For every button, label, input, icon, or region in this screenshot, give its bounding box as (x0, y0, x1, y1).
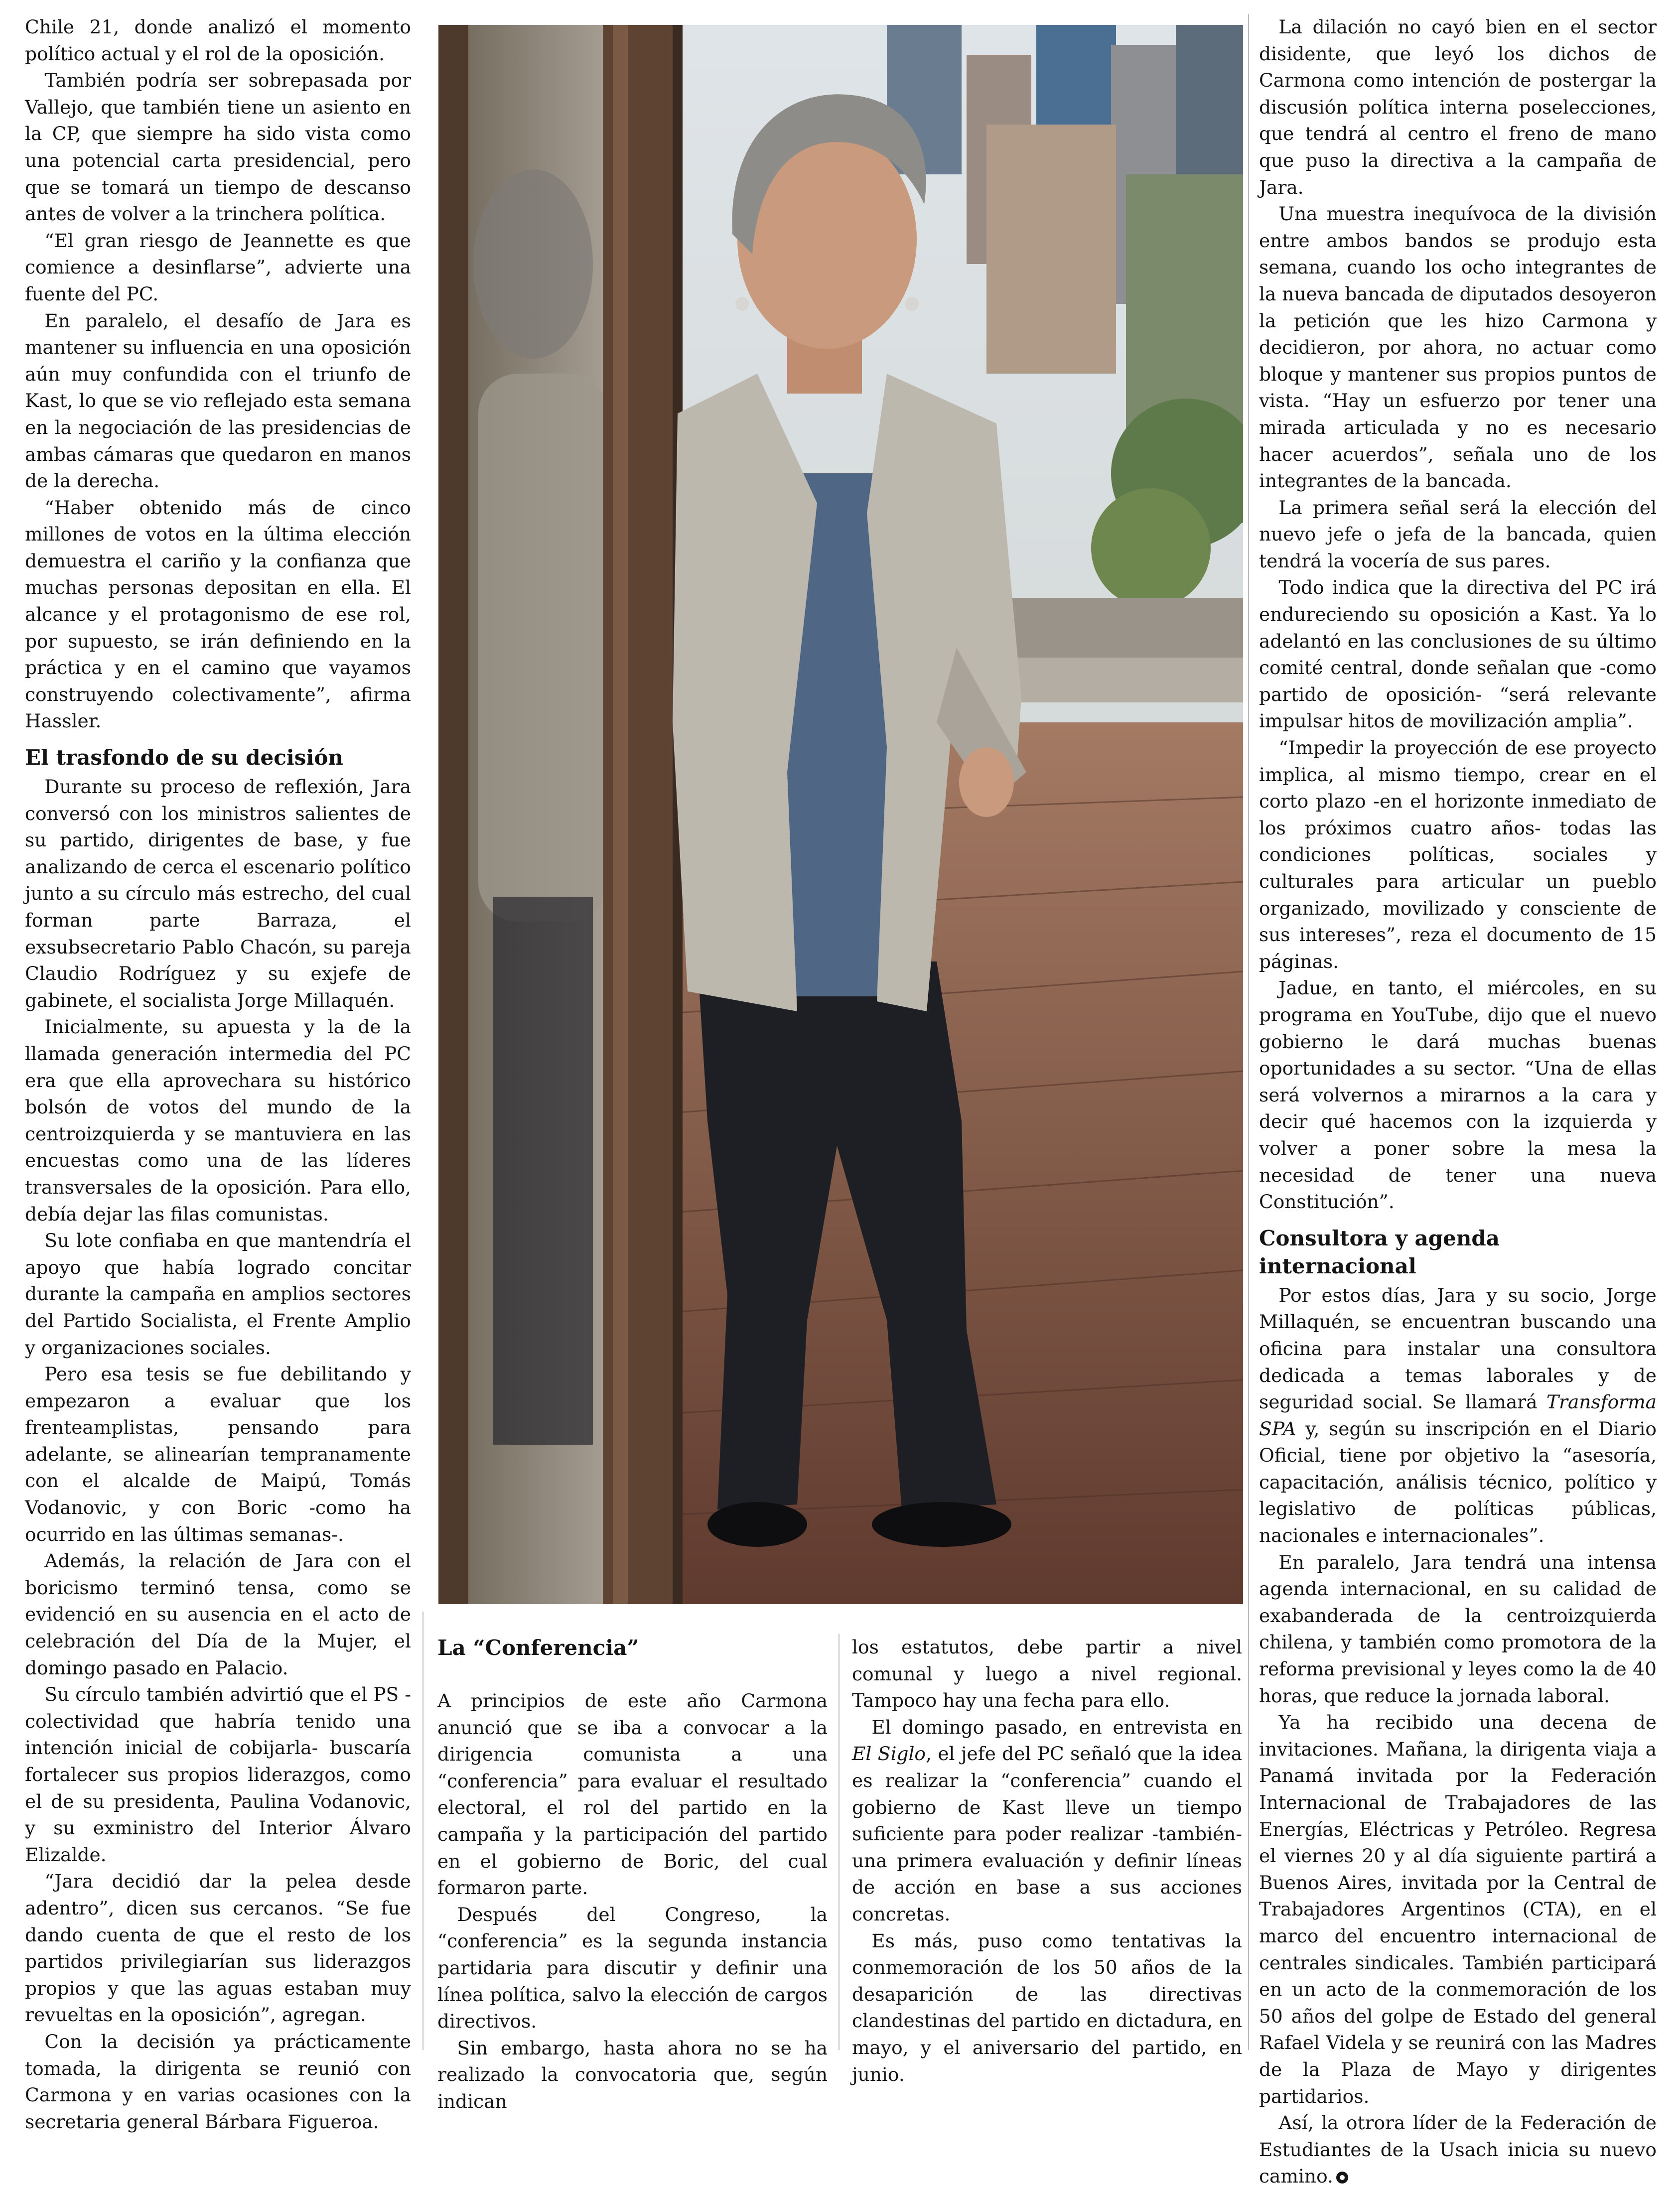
paragraph (1259, 2110, 1657, 2190)
paragraph: “Impedir la proyección de ese proyecto implica, al mismo tiempo, crear en el corto plazo -en el horizonte inmediato de los próximos cuatro años- todas las condiciones políticas, sociales y culturales para articular un pueblo organizado, movilizado y consciente de sus intereses”, reza el documento de 15 páginas. (1259, 737, 1657, 972)
section-heading: Consultora y agenda internacional (1259, 1226, 1500, 1278)
paragraph: Jadue, en tanto, el miércoles, en su programa en YouTube, dijo que el nuevo gobierno le dará muchas buenas oportunidades a su sector. “Una de ellas será volvernos a mirarnos a la cara y decir qué hacemos con la izquierda y volver a poner sobre la mesa la necesidad de tener una nueva Constitución”. (1259, 977, 1657, 1213)
paragraph: La primera señal será la elección del nuevo jefe o jefa de la bancada, quien tendrá la vocería de sus pares. (1259, 496, 1657, 572)
column-divider (422, 1612, 423, 2050)
article-column-left (25, 14, 411, 2135)
article-column-right (1259, 14, 1657, 2190)
paragraph: Su lote confiaba en que mantendría el apoyo que había logrado concitar durante la campaña en amplios sectores del Partido Socialista, el Frente Amplio y organizaciones sociales. (25, 1230, 411, 1359)
company-name: Transforma SPA (1259, 1391, 1657, 1440)
paragraph: Una muestra inequívoca de la división entre ambos bandos se produjo esta semana, cuando los ocho integrantes de la nueva bancada de diputados desoyeron la petición que les hizo Carmona y decidieron, por ahora, no actuar como bloque y mantener sus propios puntos de vista. “Hay un esfuerzo por tener una mirada articulada y no es necesario hacer acuerdos”, señala uno de los integrantes de la bancada. (1259, 203, 1657, 492)
paragraph: Su círculo también advirtió que el PS -colectividad que habría tenido una intención inicial de cobijarla- buscaría fortalecer sus propios liderazgos, como el de su presidenta, Paulina Vodanovic, y su exministro del Interior Álvaro Elizalde. (25, 1683, 411, 1866)
paragraph: Pero esa tesis se fue debilitando y empezaron a evaluar que los frenteamplistas, pensando para adelante, se alinearían tempranamente con el alcalde de Maipú, Tomás Vodanovic, y con Boric -como ha ocurrido en las últimas semanas-. (25, 1363, 411, 1545)
paragraph: “El gran riesgo de Jeannette es que comience a desinflarse”, advierte una fuente del PC. (25, 229, 411, 305)
paragraph: Ya ha recibido una decena de invitaciones. Mañana, la dirigenta viaja a Panamá invitada por la Federación Internacional de Trabajadores de las Energías, Eléctricas y Petróleo. Regresa el viernes 20 y al día siguiente partirá a Buenos Aires, invitada por la Central de Trabajadores Argentinos (CTA), en el marco del encuentro internacional de centrales sindicales. También participará en un acto de la conmemoración de los 50 años del golpe de Estado del general Rafael Videla y se reunirá con las Madres de la Plaza de Mayo y dirigentes partidarios. (1259, 1711, 1657, 2107)
paragraph (1259, 1282, 1657, 1549)
paragraph: Sin embargo, hasta ahora no se ha realizado la convocatoria que, según indican (437, 2037, 828, 2112)
publication-name: El Siglo (852, 1743, 926, 1765)
paragraph: En paralelo, Jara tendrá una intensa agenda internacional, en su calidad de exabanderada de la centroizquierda chilena, y también como promotora de la reforma previsional y leyes como la de 40 horas, que reduce la jornada laboral. (1259, 1551, 1657, 1707)
article-column-sub-right (852, 1634, 1242, 2088)
paragraph: Después del Congreso, la “conferencia” es la segunda instancia partidaria para discutir y definir una línea política, salvo la elección de cargos directivos. (437, 1903, 828, 2033)
paragraph: Chile 21, donde analizó el momento político actual y el rol de la oposición. (25, 16, 411, 65)
portrait-photo (438, 25, 1243, 1604)
paragraph: Durante su proceso de reflexión, Jara conversó con los ministros salientes de su partido, dirigentes de base, y fue analizando de cerca el escenario político junto a su círculo más estrecho, del cual forman parte Barraza, el exsubsecretario Pablo Chacón, su pareja Claudio Rodríguez y su exjefe de gabinete, el socialista Jorge Millaquén. (25, 776, 412, 1011)
article-column-sub-left (437, 1634, 828, 2115)
section-heading: El trasfondo de su decisión (25, 745, 343, 770)
paragraph: A principios de este año Carmona anunció que se iba a convocar a la dirigencia comunista a una “conferencia” para evaluar el resultado electoral, el rol del partido en la campaña y la participación del partido en el gobierno de Boric, del cual formaron parte. (437, 1690, 828, 1899)
paragraph: Con la decisión ya prácticamente tomada, la dirigenta se reunió con Carmona y en varias ocasiones con la secretaria general Bárbara Figueroa. (25, 2030, 411, 2133)
paragraph: “Jara decidió dar la pelea desde adentro”, dicen sus cercanos. “Se fue dando cuenta de que el resto de los partidos privilegiarían sus liderazgos propios y que las aguas estaban muy revueltas en la oposición”, agregan. (25, 1870, 411, 2026)
column-divider (1248, 14, 1249, 2050)
text-run: , el jefe del PC señaló que la idea es realizar la “conferencia” cuando el gobierno de Kast lleve un tiempo suficiente para poder realizar -también- una primera evaluación y definir líneas de acción en base a sus acciones concretas. (852, 1743, 1242, 1925)
paragraph: La dilación no cayó bien en el sector disidente, que leyó los dichos de Carmona como intención de postergar la discusión política interna poselecciones, que tendrá al centro el freno de mano que puso la directiva a la campaña de Jara. (1259, 16, 1657, 198)
text-run: y, según su inscripción en el Diario Oficial, tiene por objetivo la “asesoría, capacitación, análisis técnico, político y legislativo de políticas públicas, nacionales e internacionales”. (1259, 1417, 1657, 1547)
paragraph: “Haber obtenido más de cinco millones de votos en la última elección demuestra el cariño y la confianza que muchas personas depositan en ella. El alcance y el protagonismo de ese rol, por supuesto, se irán definiendo en la práctica y en el camino que vayamos construyendo colectivamente”, afirma Hassler. (25, 496, 411, 732)
column-divider (839, 1634, 840, 2050)
text-run: Por estos días, Jara y su socio, Jorge Millaquén, se encuentran buscando una oficina para instalar una consultora dedicada a temas laborales y de seguridad social. Se llamará (1259, 1284, 1657, 1413)
paragraph: Además, la relación de Jara con el boricismo terminó tensa, como se evidenció en su ausencia en el acto de celebración del Día de la Mujer, el domingo pasado en Palacio. (25, 1550, 411, 1679)
paragraph (852, 1714, 1242, 1928)
section-heading: La “Conferencia” (437, 1636, 639, 1660)
portrait-illustration (438, 25, 1243, 1604)
text-run: El domingo pasado, en entrevista en (871, 1716, 1242, 1738)
paragraph: En paralelo, el desafío de Jara es mantener su influencia en una oposición aún muy confundida con el triunfo de Kast, lo que se vio reflejado esta semana en la negociación de las presidencias de ambas cámaras que quedaron en manos de la derecha. (25, 309, 411, 492)
paragraph: Es más, puso como tentativas la conmemoración de los 50 años de la desaparición de las directivas clandestinas del partido en dictadura, en mayo, y el aniversario del partido, en junio. (852, 1929, 1242, 2085)
paragraph: Todo indica que la directiva del PC irá endureciendo su oposición a Kast. Ya lo adelantó en las conclusiones de su último comité central, donde señalan que -como partido de oposición- “será relevante impulsar hitos de movilización amplia”. (1259, 576, 1657, 732)
paragraph: los estatutos, debe partir a nivel comunal y luego a nivel regional. Tampoco hay una fecha para ello. (852, 1636, 1242, 1712)
end-of-article-icon (1336, 2172, 1348, 2184)
text-run: Así, la otrora líder de la Federación de Estudiantes de la Usach inicia su nuevo camino. (1259, 2112, 1657, 2188)
paragraph: También podría ser sobrepasada por Vallejo, que también tiene un asiento en la CP, que siempre ha sido vista como una potencial carta presidencial, pero que se tomará un tiempo de descanso antes de volver a la trinchera política. (25, 69, 411, 225)
paragraph: Inicialmente, su apuesta y la de la llamada generación intermedia del PC era que ella aprovechara su histórico bolsón de votos del mundo de la centroizquierda y se mantuviera en las encuestas como una de las líderes transversales de la oposición. Para ello, debía dejar las filas comunistas. (25, 1016, 411, 1225)
